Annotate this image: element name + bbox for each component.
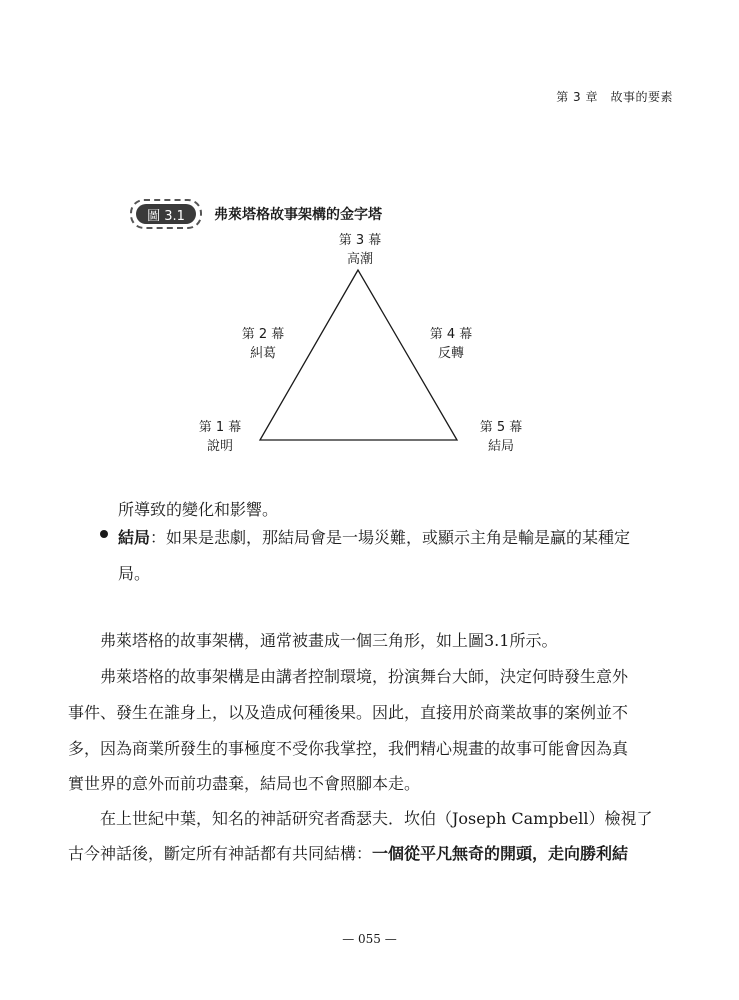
figure-tag-label: 圖 3.1 [136,204,196,224]
node-act-3 [315,231,405,269]
node-act-1-act: 第 1 幕 [198,420,242,435]
node-act-4-label: 反轉 [437,346,464,361]
paragraph-1: 弗萊塔格的故事架構，通常被畫成一個三角形，如上圖3.1所示。 [100,631,558,650]
bullet-term: 結局 [118,528,151,547]
bullet-text: ：如果是悲劇，那結局會是一場災難，或顯示主角是輸是贏的某種定 [150,528,631,547]
continued-text: 所導致的變化和影響。 [118,500,279,519]
node-act-2-label: 糾葛 [249,346,276,361]
node-act-1 [175,418,265,456]
node-act-3-label: 高潮 [346,252,373,267]
node-act-1-label: 說明 [206,439,233,454]
node-act-5 [456,418,546,456]
bullet-line-1 [118,525,630,548]
node-act-2 [218,325,308,363]
bullet-dot [100,530,108,538]
paragraph-2-line-3: 多，因為商業所發生的事極度不受你我掌控，我們精心規畫的故事可能會因為真 [68,739,629,758]
node-act-3-act: 第 3 幕 [338,233,382,248]
paragraph-3-line-1: 在上世紀中葉，知名的神話研究者喬瑟夫．坎伯（Joseph Campbell）檢視了 [100,809,653,828]
page-number: — 055 — [342,932,397,946]
node-act-4-act: 第 4 幕 [429,327,473,342]
paragraph-2-line-4: 實世界的意外而前功盡棄，結局也不會照腳本走。 [68,774,421,793]
paragraph-2-line-2: 事件、發生在誰身上，以及造成何種後果。因此，直接用於商業故事的案例並不 [68,703,629,722]
running-header: 第 3 章 故事的要素 [556,90,673,104]
node-act-5-label: 結局 [487,439,514,454]
node-act-5-act: 第 5 幕 [479,420,523,435]
paragraph-2-line-1: 弗萊塔格的故事架構是由講者控制環境，扮演舞台大師，決定何時發生意外 [100,667,629,686]
node-act-4 [406,325,496,363]
bullet-line-2: 局。 [118,564,151,583]
figure-title: 弗萊塔格故事架構的金字塔 [214,207,382,223]
paragraph-3-bold: 一個從平凡無奇的開頭，走向勝利結 [372,844,629,863]
node-act-2-act: 第 2 幕 [241,327,285,342]
paragraph-3-line-2 [68,841,628,864]
paragraph-3-plain: 古今神話後，斷定所有神話都有共同結構： [68,844,373,863]
